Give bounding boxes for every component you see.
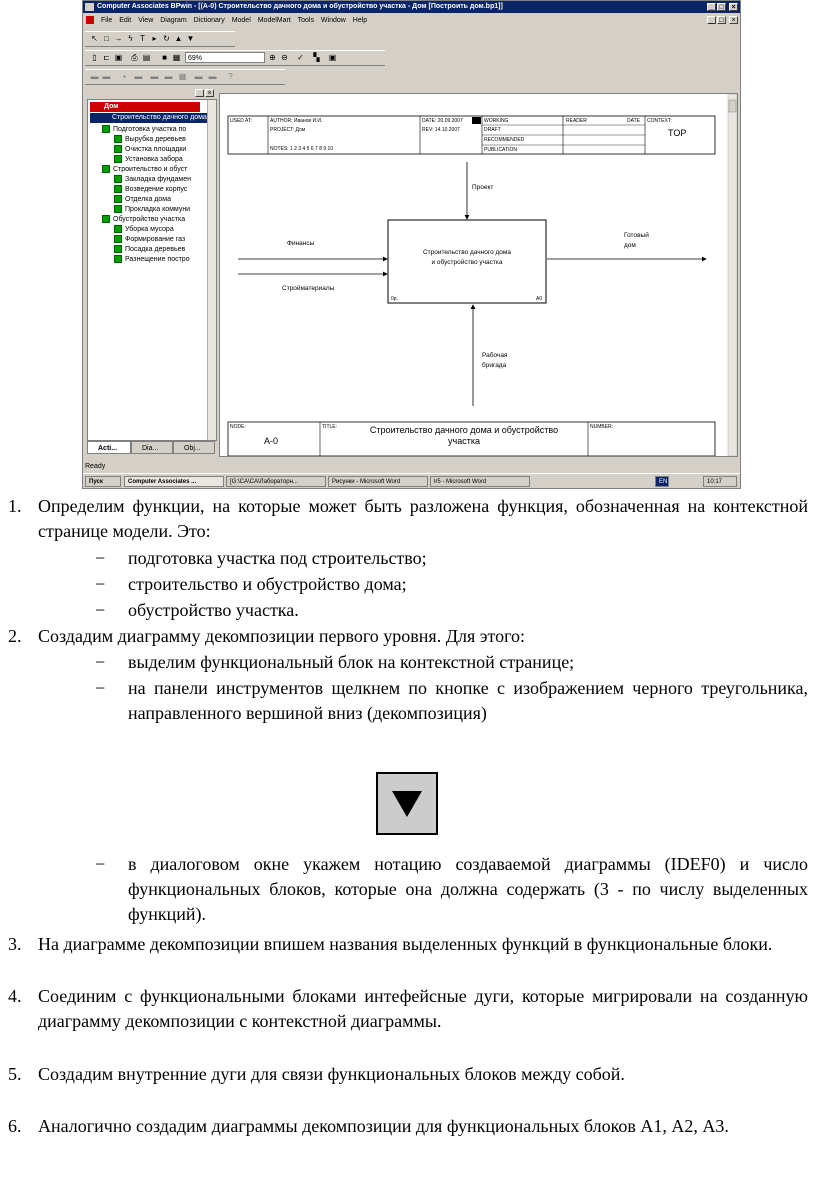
tree-node[interactable] bbox=[102, 165, 187, 174]
diagram-canvas[interactable] bbox=[219, 93, 738, 457]
status-publication: PUBLICATION bbox=[484, 147, 517, 153]
notes-field: NOTES: 1 2 3 4 5 6 7 8 9 10 bbox=[270, 146, 334, 152]
maximize-button[interactable]: □ bbox=[717, 3, 726, 11]
clock: 10:17 bbox=[703, 476, 737, 487]
list-item bbox=[8, 984, 808, 1034]
list-number: 2. bbox=[8, 626, 22, 646]
mm-lock-icon[interactable]: ▪ bbox=[123, 72, 126, 81]
tab-activities[interactable]: Acti... bbox=[87, 441, 131, 454]
function-box-label-1: Строительство дачного дома bbox=[422, 249, 512, 256]
dash-marker: − bbox=[95, 574, 106, 594]
title-value-1: Строительство дачного дома и обустройство bbox=[369, 425, 559, 435]
sub-list-item bbox=[95, 676, 808, 726]
menu-dictionary[interactable]: Dictionary bbox=[193, 17, 225, 24]
rotate-icon[interactable]: ↻ bbox=[163, 34, 170, 43]
sub-list-item bbox=[95, 650, 808, 675]
activity-icon bbox=[114, 205, 122, 213]
tree-root[interactable] bbox=[90, 102, 200, 112]
date-field: DATE: 20.09.2007 bbox=[422, 118, 463, 124]
tree-node[interactable] bbox=[114, 195, 171, 204]
dash-marker: − bbox=[95, 600, 106, 620]
doc-maximize-button[interactable]: □ bbox=[717, 16, 726, 24]
window-title: Computer Associates BPwin - [(A-0) Строительство дачного дома и обустройство участка - Дом [Построить дом.bp1]] bbox=[97, 3, 503, 10]
spellcheck-icon[interactable]: ✓ bbox=[297, 53, 304, 62]
tree-node[interactable] bbox=[114, 225, 174, 234]
menu-file[interactable]: File bbox=[100, 17, 113, 24]
sub-list-text: обустройство участка. bbox=[128, 600, 299, 620]
activity-icon bbox=[102, 215, 110, 223]
activity-icon bbox=[114, 195, 122, 203]
title-value-2: участка bbox=[448, 436, 480, 446]
activity-icon bbox=[114, 235, 122, 243]
output-label-2: дом bbox=[624, 242, 636, 249]
tree-node-label: Возведение корпус bbox=[125, 186, 188, 193]
activity-icon bbox=[114, 145, 122, 153]
tree-node-label: Прокладка коммуни bbox=[125, 206, 191, 213]
context-label: CONTEXT: bbox=[647, 118, 672, 124]
sub-list-text: в диалоговом окне укажем нотацию создаваемой диаграммы (IDEF0) и число функциональных блоков, которые она должна содержать (3 - по числу выделенных функций). bbox=[128, 854, 808, 924]
sub-list-text: на панели инструментов щелкнем по кнопке с изображением черного треугольника, направленного вершиной вниз (декомпозиция) bbox=[128, 678, 808, 723]
close-button[interactable]: × bbox=[729, 3, 738, 11]
input-label-materials: Стройматериалы bbox=[282, 285, 335, 292]
sub-list-item bbox=[95, 598, 808, 623]
tree-node-label: Вырубка деревьев bbox=[125, 136, 186, 143]
zoom-in-icon[interactable]: ⊕ bbox=[269, 53, 276, 62]
used-at-label: USED AT: bbox=[230, 118, 252, 124]
status-working: WORKING bbox=[484, 118, 509, 124]
mechanism-label-1: Рабочая bbox=[482, 352, 508, 359]
box-tool-icon[interactable]: □ bbox=[104, 34, 109, 43]
tree-node-label: Закладка фундамен bbox=[125, 176, 191, 183]
palette-icon[interactable]: ▦ bbox=[172, 53, 181, 62]
title-bar bbox=[83, 1, 740, 13]
model-explorer-icon[interactable]: ▚ bbox=[313, 53, 320, 62]
function-box-label-2: и обустройство участка bbox=[431, 259, 503, 266]
activity-icon bbox=[102, 125, 110, 133]
doc-minimize-button[interactable]: _ bbox=[707, 16, 716, 24]
list-item bbox=[8, 624, 808, 649]
tree-node[interactable] bbox=[114, 145, 186, 154]
tree-node-selected[interactable] bbox=[90, 113, 210, 123]
tree-node-label: Формирование газ bbox=[125, 236, 186, 243]
arrow-tool-icon[interactable]: → bbox=[114, 34, 123, 43]
tab-diagrams[interactable]: Dia... bbox=[131, 441, 173, 454]
status-draft: DRAFT bbox=[484, 127, 501, 133]
text-tool-icon[interactable]: T bbox=[140, 34, 145, 43]
list-number: 6. bbox=[8, 1116, 22, 1136]
mm-grid-icon[interactable]: ▦ bbox=[178, 72, 187, 81]
list-number: 3. bbox=[8, 934, 22, 954]
menu-window[interactable]: Window bbox=[320, 17, 346, 24]
node-label: NODE: bbox=[230, 424, 246, 430]
task-explorer[interactable]: [G:\CA\CA\Лабораторн... bbox=[226, 476, 326, 487]
idef0-diagram bbox=[220, 94, 737, 456]
menu-modelmart[interactable]: ModelMart bbox=[257, 17, 291, 24]
sub-list-item bbox=[95, 546, 808, 571]
tree-node-label: Очистка площадки bbox=[125, 146, 187, 153]
go-up-icon[interactable]: ▲ bbox=[174, 34, 183, 43]
sub-list-text: выделим функциональный блок на контекстной странице; bbox=[128, 652, 575, 672]
status-recommended: RECOMMENDED bbox=[484, 137, 525, 143]
new-icon[interactable]: ▯ bbox=[92, 53, 97, 62]
output-label-1: Готовый bbox=[624, 232, 649, 239]
list-item bbox=[8, 932, 808, 957]
activity-icon bbox=[114, 135, 122, 143]
language-indicator[interactable]: EN bbox=[655, 476, 669, 487]
list-text: На диаграмме декомпозиции впишем названия выделенных функций в функциональные блоки. bbox=[38, 934, 773, 954]
node-value: A-0 bbox=[264, 436, 279, 446]
tree-node-label: Отделка дома bbox=[125, 196, 171, 203]
function-box-cost: 0р. bbox=[391, 296, 398, 302]
open-icon[interactable]: ⊏ bbox=[103, 53, 110, 62]
tree-node[interactable] bbox=[114, 175, 191, 184]
reader-label: READER bbox=[566, 118, 587, 124]
tree-node-label: Строительство и обуст bbox=[113, 166, 188, 173]
mechanism-label-2: бригада bbox=[482, 362, 507, 369]
list-text: Создадим диаграмму декомпозиции первого уровня. Для этого: bbox=[38, 626, 526, 646]
dash-marker: − bbox=[95, 548, 106, 568]
project-field: PROJECT: Дом bbox=[270, 127, 306, 133]
mm-disconnect-icon[interactable]: ▬ bbox=[102, 72, 111, 81]
sub-list-item bbox=[95, 852, 808, 927]
go-to-parent-icon[interactable]: ▸ bbox=[152, 34, 157, 43]
dash-marker: − bbox=[95, 678, 106, 698]
explorer-close-button[interactable]: × bbox=[205, 89, 214, 97]
menu-help[interactable]: Help bbox=[352, 17, 368, 24]
rev-field: REV: 14.10.2007 bbox=[422, 127, 460, 133]
document-icon bbox=[86, 16, 94, 24]
canvas-scroll-thumb[interactable] bbox=[729, 100, 736, 112]
sub-list-text: строительство и обустройство дома; bbox=[128, 574, 407, 594]
number-label: NUMBER: bbox=[590, 424, 614, 430]
explorer-scrollbar[interactable] bbox=[207, 100, 216, 440]
menu-bar bbox=[83, 14, 740, 27]
menu-view[interactable]: View bbox=[138, 17, 154, 24]
explorer-tabs bbox=[87, 441, 215, 455]
start-button[interactable]: Пуск bbox=[85, 476, 121, 487]
tree-node-label: Уборка мусора bbox=[125, 226, 174, 233]
color-icon[interactable]: ■ bbox=[162, 53, 167, 62]
squiggle-tool-icon[interactable]: ϟ bbox=[128, 34, 133, 43]
standard-toolbar bbox=[85, 50, 385, 66]
minimize-button[interactable]: _ bbox=[707, 3, 716, 11]
bpwin-screenshot bbox=[82, 0, 741, 489]
tree-selected-label: Строительство дачного дома bbox=[112, 114, 207, 121]
activity-icon bbox=[114, 185, 122, 193]
activity-icon bbox=[102, 165, 110, 173]
down-triangle-icon bbox=[378, 774, 436, 833]
activity-icon bbox=[114, 225, 122, 233]
zoom-out-icon[interactable]: ⊖ bbox=[281, 53, 288, 62]
task-word-pictures[interactable]: Рисунки - Microsoft Word bbox=[328, 476, 428, 487]
doc-close-button[interactable]: × bbox=[729, 16, 738, 24]
canvas-scrollbar[interactable] bbox=[728, 94, 737, 456]
title-label: TITLE: bbox=[322, 424, 338, 430]
tree-node[interactable] bbox=[114, 205, 190, 214]
status-text: Ready bbox=[85, 463, 106, 470]
print-icon[interactable]: ⎙ bbox=[131, 53, 138, 62]
mm-connect-icon[interactable]: ▬ bbox=[90, 72, 99, 81]
app-icon bbox=[85, 3, 94, 11]
modelmart-toolbar bbox=[85, 69, 285, 85]
list-text: Аналогично создадим диаграммы декомпозиции для функциональных блоков А1, А2, А3. bbox=[38, 1116, 729, 1136]
tree-node[interactable] bbox=[114, 255, 190, 264]
author-field: AUTHOR: Иванов И.И. bbox=[270, 118, 323, 124]
dash-marker: − bbox=[95, 652, 106, 672]
mm-paste-icon[interactable]: ▬ bbox=[208, 72, 217, 81]
mm-help-icon[interactable]: ? bbox=[228, 72, 233, 81]
explorer-pin-button[interactable] bbox=[195, 89, 204, 97]
menu-edit[interactable]: Edit bbox=[119, 17, 132, 24]
mm-open-icon[interactable]: ▬ bbox=[134, 72, 143, 81]
tree-node-label: Подготовка участка по bbox=[113, 126, 187, 133]
tree-node[interactable] bbox=[114, 245, 185, 254]
tree-node-label: Установка забора bbox=[125, 156, 183, 163]
decomposition-button-illustration bbox=[376, 772, 438, 835]
list-item bbox=[8, 494, 808, 544]
list-number: 1. bbox=[8, 496, 22, 516]
menu-model[interactable]: Model bbox=[231, 17, 251, 24]
activity-icon bbox=[114, 155, 122, 163]
list-item bbox=[8, 1062, 808, 1087]
reader-date-label: DATE bbox=[627, 118, 640, 124]
mm-copy-icon[interactable]: ▬ bbox=[194, 72, 203, 81]
tree-node[interactable] bbox=[102, 125, 186, 134]
list-number: 5. bbox=[8, 1064, 22, 1084]
tab-objects[interactable]: Obj... bbox=[173, 441, 215, 454]
tree-node[interactable] bbox=[114, 135, 186, 144]
input-label-finance: Финансы bbox=[287, 240, 315, 247]
menu-diagram[interactable]: Diagram bbox=[160, 17, 187, 24]
tree-node[interactable] bbox=[114, 185, 187, 194]
sub-list-text: подготовка участка под строительство; bbox=[128, 548, 427, 568]
pointer-tool-icon[interactable]: ↖ bbox=[91, 34, 98, 43]
tree-node[interactable] bbox=[114, 235, 185, 244]
report-icon[interactable]: ▣ bbox=[328, 53, 337, 62]
decomposition-icon[interactable]: ▼ bbox=[186, 34, 195, 43]
function-box-number: A0 bbox=[536, 296, 543, 302]
tree-node-label: Разнещение постро bbox=[125, 256, 190, 263]
tree-root-label: Дом bbox=[104, 103, 119, 110]
list-text: Соединим с функциональными блоками интефейсные дуги, которые мигрировали на созданную диаграмму декомпозиции с контекстной диаграммы. bbox=[38, 986, 808, 1031]
tree-node[interactable] bbox=[114, 155, 183, 164]
dash-marker: − bbox=[95, 854, 106, 874]
list-text: Создадим внутренние дуги для связи функциональных блоков между собой. bbox=[38, 1064, 625, 1084]
print-preview-icon[interactable]: ▤ bbox=[142, 53, 151, 62]
zoom-select[interactable]: 69% bbox=[185, 52, 265, 63]
task-word-lr5[interactable]: lr5 - Microsoft Word bbox=[430, 476, 530, 487]
list-number: 4. bbox=[8, 986, 22, 1006]
activity-icon bbox=[114, 245, 122, 253]
context-top: TOP bbox=[668, 128, 687, 138]
menu-tools[interactable]: Tools bbox=[297, 17, 314, 24]
explorer-header bbox=[87, 89, 215, 98]
sub-list-item bbox=[95, 572, 808, 597]
list-text: Определим функции, на которые может быть разложена функция, обозначенная на контекстной странице модели. Это: bbox=[38, 496, 808, 541]
mm-save-icon[interactable]: ▬ bbox=[150, 72, 159, 81]
taskbar bbox=[83, 473, 740, 489]
tree-node-label: Посадка деревьев bbox=[125, 246, 186, 253]
save-icon[interactable]: ▣ bbox=[114, 53, 123, 62]
tree-node-label: Обустройство участка bbox=[113, 216, 186, 223]
activity-icon bbox=[114, 175, 122, 183]
list-item bbox=[8, 1114, 808, 1139]
tree-node[interactable] bbox=[102, 215, 185, 224]
status-bar bbox=[83, 461, 741, 472]
task-bpwin[interactable]: Computer Associates ... bbox=[124, 476, 224, 487]
control-label: Проект bbox=[472, 184, 494, 191]
mm-report-icon[interactable]: ▬ bbox=[164, 72, 173, 81]
diagram-toolbar bbox=[85, 31, 235, 47]
activity-icon bbox=[114, 255, 122, 263]
model-explorer-tree bbox=[87, 99, 217, 441]
